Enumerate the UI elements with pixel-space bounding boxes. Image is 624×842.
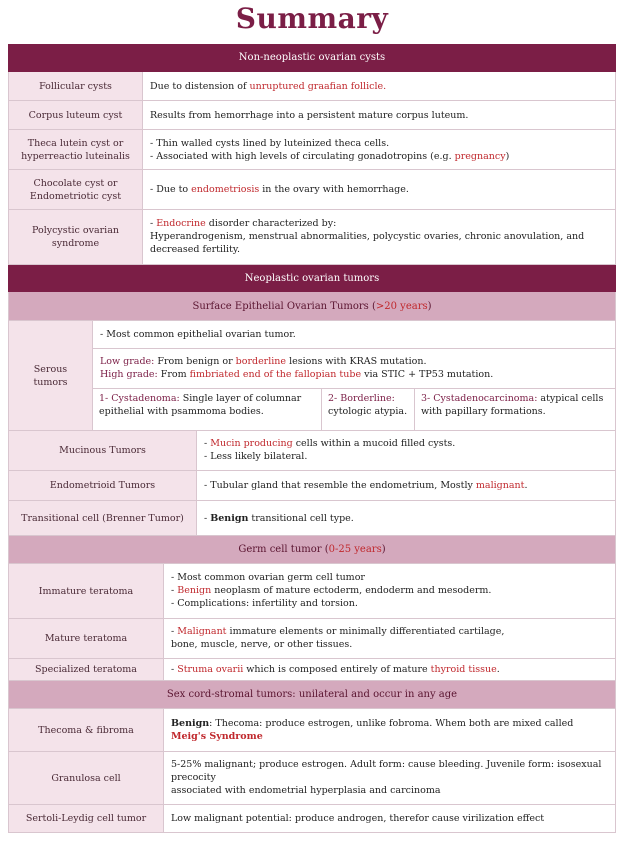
section-header-neoplastic — [8, 265, 616, 292]
text: cytologic atypia. — [328, 406, 408, 417]
highlight-text: pregnancy — [454, 151, 506, 162]
row-value — [164, 709, 615, 751]
table-row-granulosa — [8, 752, 616, 805]
section-title: Non-neoplastic ovarian cysts — [238, 52, 386, 63]
subtype-cystadenoma — [93, 389, 322, 430]
text: ) — [427, 300, 432, 312]
serous-grades — [93, 349, 615, 389]
highlight-text: unruptured graafian follicle. — [249, 80, 387, 92]
text: via STIC + TP53 mutation. — [361, 369, 494, 380]
text-line: - Less likely bilateral. — [204, 451, 308, 462]
section-header-non-neoplastic — [8, 44, 616, 72]
highlight-text: Mucin producing — [210, 438, 293, 449]
highlight-text: malignant — [475, 480, 525, 491]
row-label: Granulosa cell — [9, 752, 164, 804]
text: atypical cells with papillary formations. — [421, 393, 604, 417]
text: - — [171, 626, 178, 637]
row-value — [143, 210, 615, 264]
row-value: Results from hemorrhage into a persistent mature corpus luteum. — [143, 101, 615, 129]
text: From — [157, 369, 190, 380]
subsection-header-surface-epithelial — [8, 292, 616, 321]
section-title: Neoplastic ovarian tumors — [244, 272, 380, 284]
row-label: Transitional cell (Brenner Tumor) — [9, 501, 197, 535]
table-row-transitional — [8, 501, 616, 536]
text: - — [150, 218, 157, 229]
text: - — [204, 512, 211, 524]
highlight-text: Malignant — [177, 626, 227, 637]
text: From benign or — [154, 356, 236, 367]
row-label: Thecoma & fibroma — [9, 709, 164, 751]
table-row-sertoli-leydig — [8, 805, 616, 833]
text-line: - Complications: infertility and torsion. — [171, 598, 358, 609]
text-line: bone, muscle, nerve, or other tissues. — [171, 639, 353, 650]
highlight-text: Benign — [177, 585, 212, 596]
table-row-polycystic — [8, 210, 616, 265]
table-row-specialized-teratoma — [8, 659, 616, 681]
row-value — [197, 431, 615, 470]
row-label: Endometrioid Tumors — [9, 471, 197, 500]
subtype-cystadenocarcinoma — [415, 389, 615, 430]
text-line: - Most common ovarian germ cell tumor — [171, 572, 365, 583]
highlight-text: thyroid tissue — [430, 664, 497, 675]
subtype-head: 3- Cystadenocarcinoma: — [421, 393, 538, 404]
row-value — [164, 659, 615, 680]
table-row-corpus-luteum — [8, 101, 616, 130]
summary-table — [8, 44, 616, 833]
row-value — [197, 501, 615, 535]
row-label: Chocolate cyst or Endometriotic cyst — [9, 170, 143, 209]
text: lesions with KRAS mutation. — [286, 356, 427, 367]
subtype-head: 2- Borderline: — [328, 393, 395, 404]
row-value — [143, 170, 615, 209]
subsection-header-sex-cord — [8, 681, 616, 709]
table-row-chocolate-cyst — [8, 170, 616, 210]
row-label: Corpus luteum cyst — [9, 101, 143, 129]
highlight-text: Meig's Syndrome — [171, 731, 263, 742]
bold-text: Benign — [171, 718, 210, 729]
text: which is composed entirely of mature — [243, 664, 431, 675]
row-label: Mucinous Tumors — [9, 431, 197, 470]
row-value — [197, 471, 615, 500]
table-row-endometrioid — [8, 471, 616, 501]
row-value — [164, 619, 615, 658]
row-label: Sertoli-Leydig cell tumor — [9, 805, 164, 832]
row-label: Specialized teratoma — [9, 659, 164, 680]
table-row-thecoma-fibroma — [8, 709, 616, 752]
text: immature elements or minimally differentiated cartilage, — [226, 626, 505, 637]
text: - — [171, 664, 178, 675]
text: in the ovary with hemorrhage. — [259, 184, 409, 195]
grade-label: Low grade: — [100, 356, 155, 367]
table-row-follicular — [8, 72, 616, 101]
text: - — [171, 585, 178, 596]
section-title: Sex cord-stromal tumors: unilateral and occur in any age — [166, 689, 458, 700]
table-row-theca-lutein — [8, 130, 616, 170]
serous-details — [93, 321, 615, 430]
text: Due to distension of — [150, 80, 250, 92]
text: ) — [505, 151, 510, 162]
text-line: associated with endometrial hyperplasia and carcinoma — [171, 785, 441, 796]
table-row-mature-teratoma — [8, 619, 616, 659]
row-label: Mature teratoma — [9, 619, 164, 658]
row-value — [164, 752, 615, 804]
row-value — [143, 72, 615, 100]
text: . — [496, 664, 500, 675]
row-value — [164, 564, 615, 618]
text: - Tubular gland that resemble the endometrium, Mostly — [204, 480, 476, 491]
serous-common: - Most common epithelial ovarian tumor. — [93, 321, 615, 349]
row-label: Immature teratoma — [9, 564, 164, 618]
text: Single layer of columnar epithelial with psammoma bodies. — [99, 393, 302, 417]
highlight-text: 0-25 years — [328, 544, 382, 555]
text: - Due to — [150, 184, 192, 195]
table-row-immature-teratoma — [8, 564, 616, 619]
row-label: Serous tumors — [9, 321, 93, 430]
highlight-text: >20 years — [375, 300, 428, 312]
text: Surface Epithelial Ovarian Tumors ( — [192, 300, 376, 312]
highlight-text: Endocrine — [156, 218, 206, 229]
row-value — [143, 130, 615, 169]
text: disorder characterized by: — [205, 218, 337, 229]
text: : Thecoma: produce estrogen, unlike fobroma. Whem both are mixed called — [209, 718, 574, 729]
highlight-text: Struma ovarii — [177, 664, 244, 675]
text-line: 5-25% malignant; produce estrogen. Adult form: cause bleeding. Juvenile form: isosexual precocity — [171, 759, 602, 783]
grade-label: High grade: — [100, 369, 158, 380]
text: neoplasm of mature ectoderm, endoderm and mesoderm. — [211, 585, 492, 596]
subtype-borderline — [322, 389, 415, 430]
subsection-header-germ-cell — [8, 536, 616, 564]
text: ) — [381, 544, 386, 555]
text: - Associated with high levels of circulating gonadotropins (e.g. — [150, 151, 455, 162]
text: - — [204, 438, 211, 449]
highlight-text: endometriosis — [191, 184, 260, 195]
row-label: Polycystic ovarian syndrome — [9, 210, 143, 264]
text: cells within a mucoid filled cysts. — [292, 438, 456, 449]
table-row-serous — [8, 321, 616, 431]
text-line: Hyperandrogenism, menstrual abnormalities, polycystic ovaries, chronic anovulation, and decreased fertility. — [150, 231, 585, 255]
subtype-head: 1- Cystadenoma: — [99, 393, 180, 404]
serous-subtypes — [93, 389, 615, 430]
text: Germ cell tumor ( — [238, 544, 329, 555]
row-value: Low malignant potential: produce androgen, therefor cause virilization effect — [164, 805, 615, 832]
highlight-text: fimbriated end of the fallopian tube — [189, 369, 362, 380]
text: transitional cell type. — [248, 512, 354, 524]
row-label: Theca lutein cyst or hyperreactio luteinalis — [9, 130, 143, 169]
table-row-mucinous — [8, 431, 616, 471]
bold-text: Benign — [210, 512, 249, 524]
row-label: Follicular cysts — [9, 72, 143, 100]
text: . — [524, 480, 528, 491]
highlight-text: borderline — [235, 356, 287, 367]
text-line: - Thin walled cysts lined by luteinized theca cells. — [150, 138, 390, 149]
page-title: Summary — [235, 2, 389, 35]
